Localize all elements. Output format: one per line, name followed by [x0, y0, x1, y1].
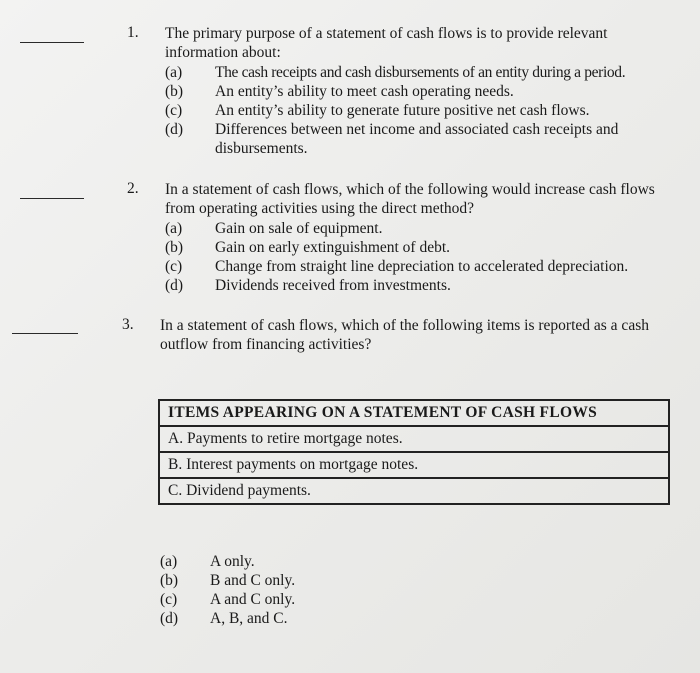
- q2-option-c-label: (c): [165, 258, 183, 275]
- question-stem-1: The primary purpose of a statement of cash flows is to provide relevant information about:: [165, 25, 608, 61]
- q3-option-d-text: A, B, and C.: [210, 610, 288, 627]
- q3-option-a-label: (a): [160, 553, 178, 570]
- question-number-3: 3.: [122, 316, 134, 333]
- q2-option-d-label: (d): [165, 277, 184, 294]
- q3-option-b-label: (b): [160, 572, 179, 589]
- question-stem-3: In a statement of cash flows, which of the following items is reported as a cash outflow from financing activities?: [160, 317, 649, 353]
- q1-option-b-label: (b): [165, 83, 184, 100]
- items-table: [158, 399, 670, 505]
- q1-option-a-label: (a): [165, 64, 183, 81]
- q1-option-c-text: An entity’s ability to generate future positive net cash flows.: [215, 102, 590, 119]
- items-table-row-c: C. Dividend payments.: [159, 478, 669, 504]
- q1-option-d-continued-text: disbursements.: [215, 140, 308, 157]
- q3-option-d-label: (d): [160, 610, 179, 627]
- q1-option-d-text: Differences between net income and associated cash receipts and: [215, 121, 619, 138]
- table-row: [159, 426, 669, 452]
- items-table-header: ITEMS APPEARING ON A STATEMENT OF CASH FLOWS: [159, 400, 669, 426]
- items-table-row-a: A. Payments to retire mortgage notes.: [159, 426, 669, 452]
- answer-blank-3[interactable]: [12, 333, 78, 334]
- q1-option-c-label: (c): [165, 102, 183, 119]
- q3-option-a-text: A only.: [210, 553, 255, 570]
- question-number-1: 1.: [127, 24, 139, 41]
- q2-option-d-text: Dividends received from investments.: [215, 277, 451, 294]
- table-row: [159, 478, 669, 504]
- q2-option-a-label: (a): [165, 220, 183, 237]
- q1-option-b-text: An entity’s ability to meet cash operating needs.: [215, 83, 514, 100]
- q1-option-d-label: (d): [165, 121, 184, 138]
- items-table-row-b: B. Interest payments on mortgage notes.: [159, 452, 669, 478]
- question-number-2: 2.: [127, 180, 139, 197]
- q1-option-a-text: The cash receipts and cash disbursements of an entity during a period.: [215, 64, 626, 81]
- q2-option-c-text: Change from straight line depreciation to accelerated depreciation.: [215, 258, 629, 275]
- q2-option-b-label: (b): [165, 239, 184, 256]
- question-stem-2: In a statement of cash flows, which of the following would increase cash flows from operating activities using the direct method?: [165, 181, 655, 217]
- q2-option-b-text: Gain on early extinguishment of debt.: [215, 239, 451, 256]
- q3-option-b-text: B and C only.: [210, 572, 296, 589]
- items-table-header-row: [159, 400, 669, 426]
- q3-option-c-label: (c): [160, 591, 178, 608]
- q3-option-c-text: A and C only.: [210, 591, 296, 608]
- table-row: [159, 452, 669, 478]
- answer-blank-2[interactable]: [20, 198, 84, 199]
- q2-option-a-text: Gain on sale of equipment.: [215, 220, 383, 237]
- answer-blank-1[interactable]: [20, 42, 84, 43]
